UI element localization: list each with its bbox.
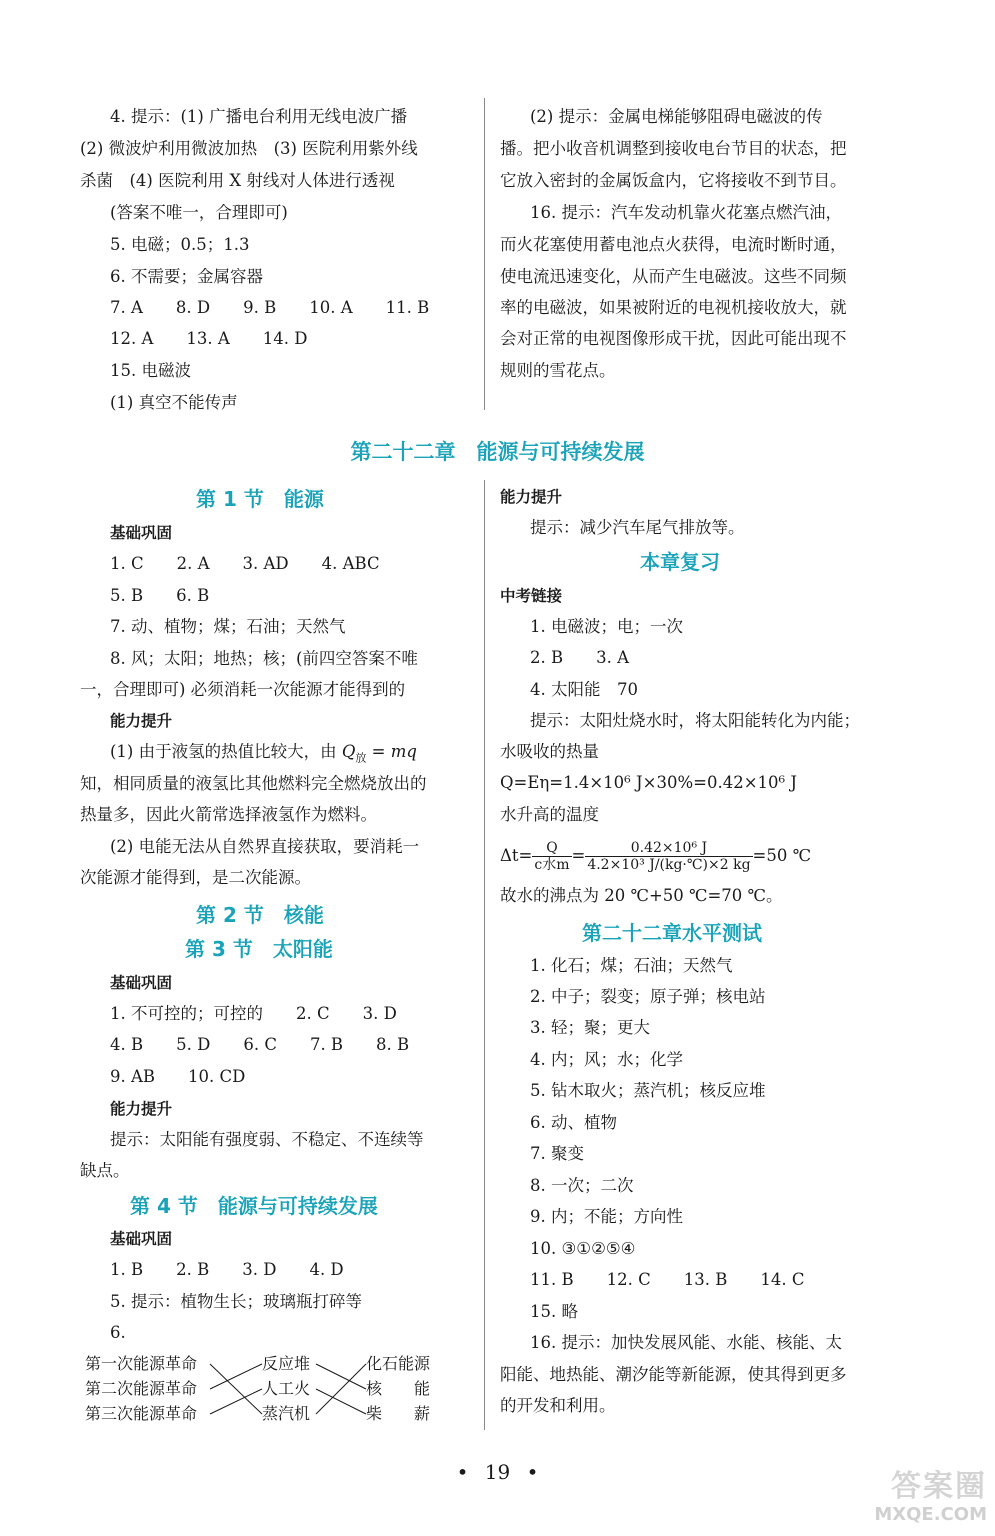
- match-line: [210, 1364, 262, 1414]
- text-line: 1. 电磁波；电；一次: [530, 617, 683, 636]
- text-line: 阳能、地热能、潮汐能等新能源，使其得到更多: [500, 1365, 847, 1384]
- text-line: 杀菌 (4) 医院利用 X 射线对人体进行透视: [80, 171, 395, 190]
- text-line: (2) 微波炉利用微波加热 (3) 医院利用紫外线: [80, 139, 418, 158]
- text-line: 4. 太阳能 70: [530, 680, 638, 699]
- text-line: 7. 聚变: [530, 1144, 584, 1163]
- text-line: 次能源才能得到，是二次能源。: [80, 868, 311, 887]
- formula-mq: = mq: [366, 742, 417, 761]
- text-line: 9. AB 10. CD: [110, 1067, 246, 1086]
- text-line: 7. A 8. D 9. B 10. A 11. B: [110, 298, 430, 317]
- text-line: 规则的雪花点。: [500, 361, 616, 380]
- text-line: 7. 动、植物；煤；石油；天然气: [110, 617, 346, 636]
- chapter-title: 第二十二章 能源与可持续发展: [350, 440, 645, 464]
- subheading: 能力提升: [110, 712, 173, 730]
- column-divider-top: [484, 98, 485, 410]
- subheading: 基础巩固: [110, 1230, 173, 1248]
- text-line: 4. 提示：(1) 广播电台利用无线电波广播: [110, 107, 408, 126]
- text-line: 播。把小收音机调整到接收电台节目的状态，把: [500, 139, 847, 158]
- text-line: 9. 内；不能；方向性: [530, 1207, 683, 1226]
- text-line: 3. 轻；聚；更大: [530, 1018, 650, 1037]
- subheading: 基础巩固: [110, 974, 173, 992]
- text-line: 4. 内；风；水；化学: [530, 1050, 683, 1069]
- text-line: 率的电磁波，如果被附近的电视机接收放大，就: [500, 298, 847, 317]
- text-line: 15. 电磁波: [110, 361, 191, 380]
- text-line: 10. ③①②⑤④: [530, 1239, 636, 1258]
- watermark-logo: [812, 1470, 987, 1532]
- section-title: 第 1 节 能源: [196, 487, 324, 511]
- section-title: 本章复习: [640, 550, 720, 574]
- text-line: 5. 电磁；0.5；1.3: [110, 235, 250, 254]
- diagram-right-item: 化石能源: [366, 1354, 431, 1373]
- formula-result: =50 ℃: [752, 846, 812, 865]
- fraction-numerator: 0.42×10⁶ J: [585, 840, 752, 857]
- text-line: 水吸收的热量: [500, 742, 599, 761]
- text-line: 使电流迅速变化，从而产生电磁波。这些不同频: [500, 267, 847, 286]
- subheading: 能力提升: [110, 1100, 173, 1118]
- watermark-url: MXQE.COM: [874, 1504, 987, 1525]
- text-line: 会对正常的电视图像形成干扰，因此可能出现不: [500, 329, 847, 348]
- fraction: [532, 840, 571, 873]
- formula-subscript: 放: [355, 751, 367, 765]
- fraction-numerator: Q: [532, 840, 571, 857]
- text-line: 5. 提示：植物生长；玻璃瓶打碎等: [110, 1292, 362, 1311]
- text-line: 提示：太阳灶烧水时，将太阳能转化为内能；: [530, 711, 860, 730]
- diagram-left-item: 第二次能源革命: [85, 1379, 198, 1398]
- watermark-text: 答案圈: [891, 1469, 987, 1504]
- subheading: 能力提升: [500, 488, 563, 506]
- diagram-mid-item: 反应堆: [262, 1354, 311, 1373]
- text-line: 热量多，因此火箭常选择液氢作为燃料。: [80, 805, 377, 824]
- text-line: 1. C 2. A 3. AD 4. ABC: [110, 554, 380, 573]
- text-line: 2. 中子；裂变；原子弹；核电站: [530, 987, 766, 1006]
- match-line: [210, 1389, 262, 1414]
- diagram-left-item: 第一次能源革命: [85, 1354, 198, 1373]
- text-line: 16. 提示：汽车发动机靠火花塞点燃汽油，: [530, 203, 842, 222]
- diagram-mid-item: 人工火: [262, 1379, 311, 1398]
- text-line: 11. B 12. C 13. B 14. C: [530, 1270, 805, 1289]
- text-line: 水升高的温度: [500, 805, 599, 824]
- page-dot: •: [526, 1460, 539, 1484]
- section-title: 第 3 节 太阳能: [185, 937, 333, 961]
- formula-q: Q: [341, 742, 356, 761]
- fraction: [585, 840, 752, 873]
- diagram-left-item: 第三次能源革命: [85, 1404, 198, 1423]
- page-number-value: 19: [484, 1460, 511, 1484]
- text-line: 12. A 13. A 14. D: [110, 329, 308, 348]
- subheading: 基础巩固: [110, 524, 173, 542]
- text-line: 4. B 5. D 6. C 7. B 8. B: [110, 1035, 410, 1054]
- text-line: 6. 动、植物: [530, 1113, 617, 1132]
- text-line: 15. 略: [530, 1302, 578, 1321]
- text-line: 而火花塞使用蓄电池点火获得，电流时断时通，: [500, 235, 847, 254]
- text-line: (2) 提示：金属电梯能够阻碍电磁波的传: [530, 107, 823, 126]
- text-line: 5. B 6. B: [110, 586, 210, 605]
- diagram-right-item: 柴 薪: [366, 1404, 431, 1423]
- page-dot: •: [456, 1460, 469, 1484]
- section-title: 第 4 节 能源与可持续发展: [130, 1194, 378, 1218]
- formula-equals: =: [571, 846, 586, 865]
- text-line: 2. B 3. A: [530, 648, 630, 667]
- text-line: 5. 钻木取火；蒸汽机；核反应堆: [530, 1081, 766, 1100]
- text-span: (1) 由于液氢的热值比较大，由: [110, 742, 342, 761]
- text-line: (1) 真空不能传声: [110, 393, 238, 412]
- match-line: [316, 1364, 366, 1414]
- formula-line: Q=Eη=1.4×10⁶ J×30%=0.42×10⁶ J: [500, 773, 797, 792]
- fraction-denominator: c水m: [534, 857, 570, 873]
- text-line: 16. 提示：加快发展风能、水能、核能、太: [530, 1333, 842, 1352]
- subheading: 中考链接: [500, 587, 563, 605]
- diagram-mid-item: 蒸汽机: [262, 1404, 311, 1423]
- diagram-right-item: 核 能: [366, 1379, 431, 1398]
- text-line: 1. 化石；煤；石油；天然气: [530, 956, 733, 975]
- text-line: 1. B 2. B 3. D 4. D: [110, 1260, 344, 1279]
- column-divider-bottom: [484, 480, 485, 1430]
- match-line: [316, 1389, 366, 1414]
- match-line: [316, 1364, 366, 1389]
- formula-delta-t: Δt=: [500, 846, 533, 865]
- text-line: 8. 一次；二次: [530, 1176, 634, 1195]
- text-line: 8. 风；太阳；地热；核；(前四空答案不唯: [110, 649, 418, 668]
- text-line: 故水的沸点为 20 ℃+50 ℃=70 ℃。: [500, 886, 783, 905]
- section-title: 第二十二章水平测试: [582, 921, 762, 945]
- text-line: 6. 不需要；金属容器: [110, 267, 263, 286]
- text-line: 提示：减少汽车尾气排放等。: [530, 518, 745, 537]
- text-line: (答案不唯一，合理即可): [110, 203, 288, 222]
- matching-lines: [0, 0, 480, 1440]
- match-line: [210, 1364, 262, 1389]
- text-line: 知，相同质量的液氢比其他燃料完全燃烧放出的: [80, 774, 427, 793]
- text-line: 6.: [110, 1323, 126, 1342]
- text-line: (2) 电能无法从自然界直接获取，要消耗一: [110, 837, 420, 856]
- text-line: 它放入密封的金属饭盒内，它将接收不到节目。: [500, 171, 847, 190]
- fraction-denominator: 4.2×10³ J/(kg·℃)×2 kg: [587, 857, 751, 873]
- text-line: 1. 不可控的；可控的 2. C 3. D: [110, 1004, 397, 1023]
- text-line: 一，合理即可) 必须消耗一次能源才能得到的: [80, 680, 406, 699]
- text-line: 提示：太阳能有强度弱、不稳定、不连续等: [110, 1130, 424, 1149]
- text-line: 缺点。: [80, 1161, 130, 1180]
- section-title: 第 2 节 核能: [196, 903, 324, 927]
- text-line: 的开发和利用。: [500, 1396, 616, 1415]
- formula-fraction-line: [500, 836, 811, 876]
